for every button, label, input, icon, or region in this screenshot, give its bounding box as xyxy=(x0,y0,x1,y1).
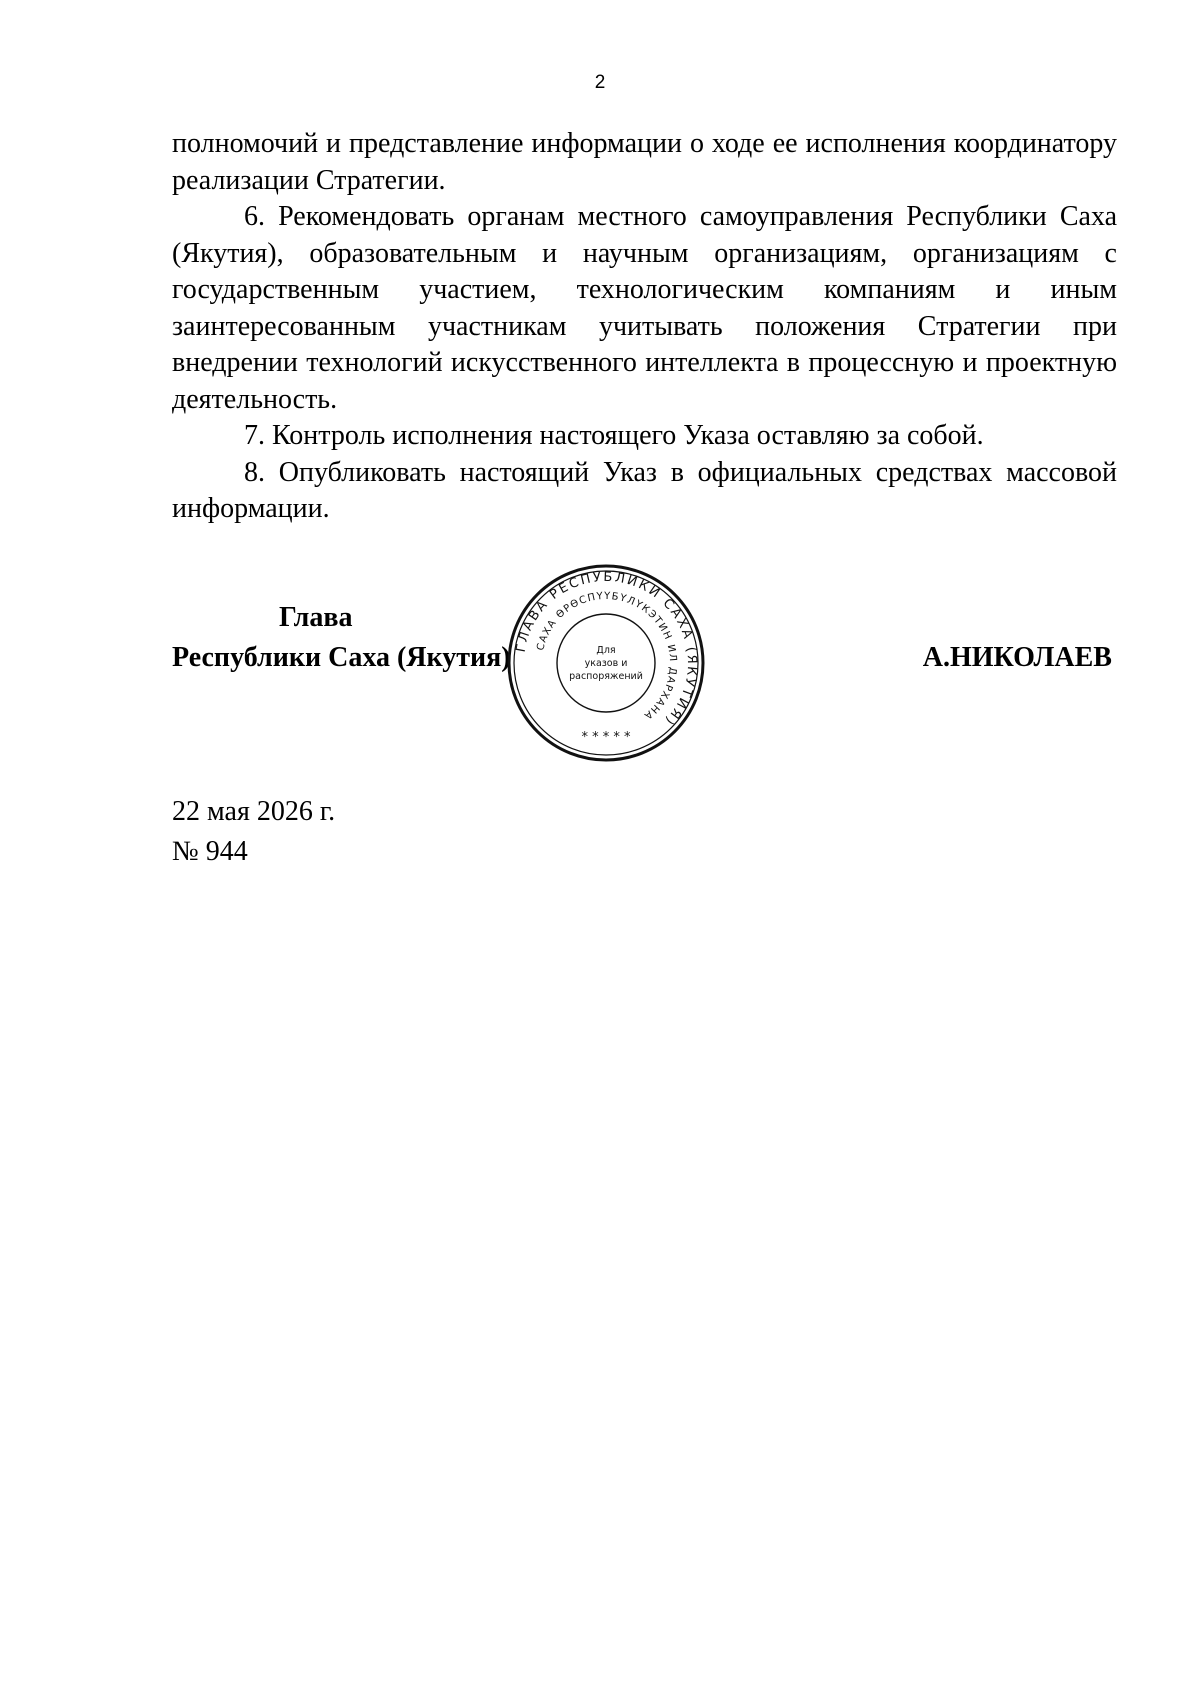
seal-center-line2: указов и xyxy=(584,658,628,669)
document-date: 22 мая 2026 г. xyxy=(172,796,336,827)
paragraph-item-6: 6. Рекомендовать органам местного самоуправления Республики Саха (Якутия), образовательным и научным организациям, организациям с государственным участием, технологическим компаниям и иным заинтересованным участникам учитывать положения Стратегии при внедрении технологий искусственного интеллекта в процессную и проектную деятельность. xyxy=(172,201,1117,415)
signatory-title xyxy=(172,598,511,678)
page-number: 2 xyxy=(594,72,606,93)
document-date-number xyxy=(172,792,335,872)
paragraph-item-8: 8. Опубликовать настоящий Указ в официальных средствах массовой информации. xyxy=(172,456,1117,524)
document-number: № 944 xyxy=(172,836,248,867)
paragraph-continuation: полномочий и представление информации о ходе ее исполнения координатору реализации Стратегии. xyxy=(172,128,1117,196)
signatory-name: А.НИКОЛАЕВ xyxy=(922,642,1112,673)
signatory-title-line2: Республики Саха (Якутия) xyxy=(172,642,511,673)
seal-stars: * * * * * xyxy=(581,730,631,745)
seal-center-line3: распоряжений xyxy=(569,671,643,682)
signatory-title-line1: Глава xyxy=(279,602,353,633)
official-seal-stamp xyxy=(506,563,706,763)
paragraph-item-7: 7. Контроль исполнения настоящего Указа оставляю за собой. xyxy=(244,420,984,451)
document-body xyxy=(172,126,1117,528)
seal-center-line1: Для xyxy=(596,645,616,656)
seal-inner-text: САХА ӨРӨСПҮҮБҮЛҮКЭТИН ИЛ ДАРХАНА xyxy=(535,590,679,722)
seal-outer-text: ГЛАВА РЕСПУБЛИКИ САХА (ЯКУТИЯ) xyxy=(513,569,700,730)
